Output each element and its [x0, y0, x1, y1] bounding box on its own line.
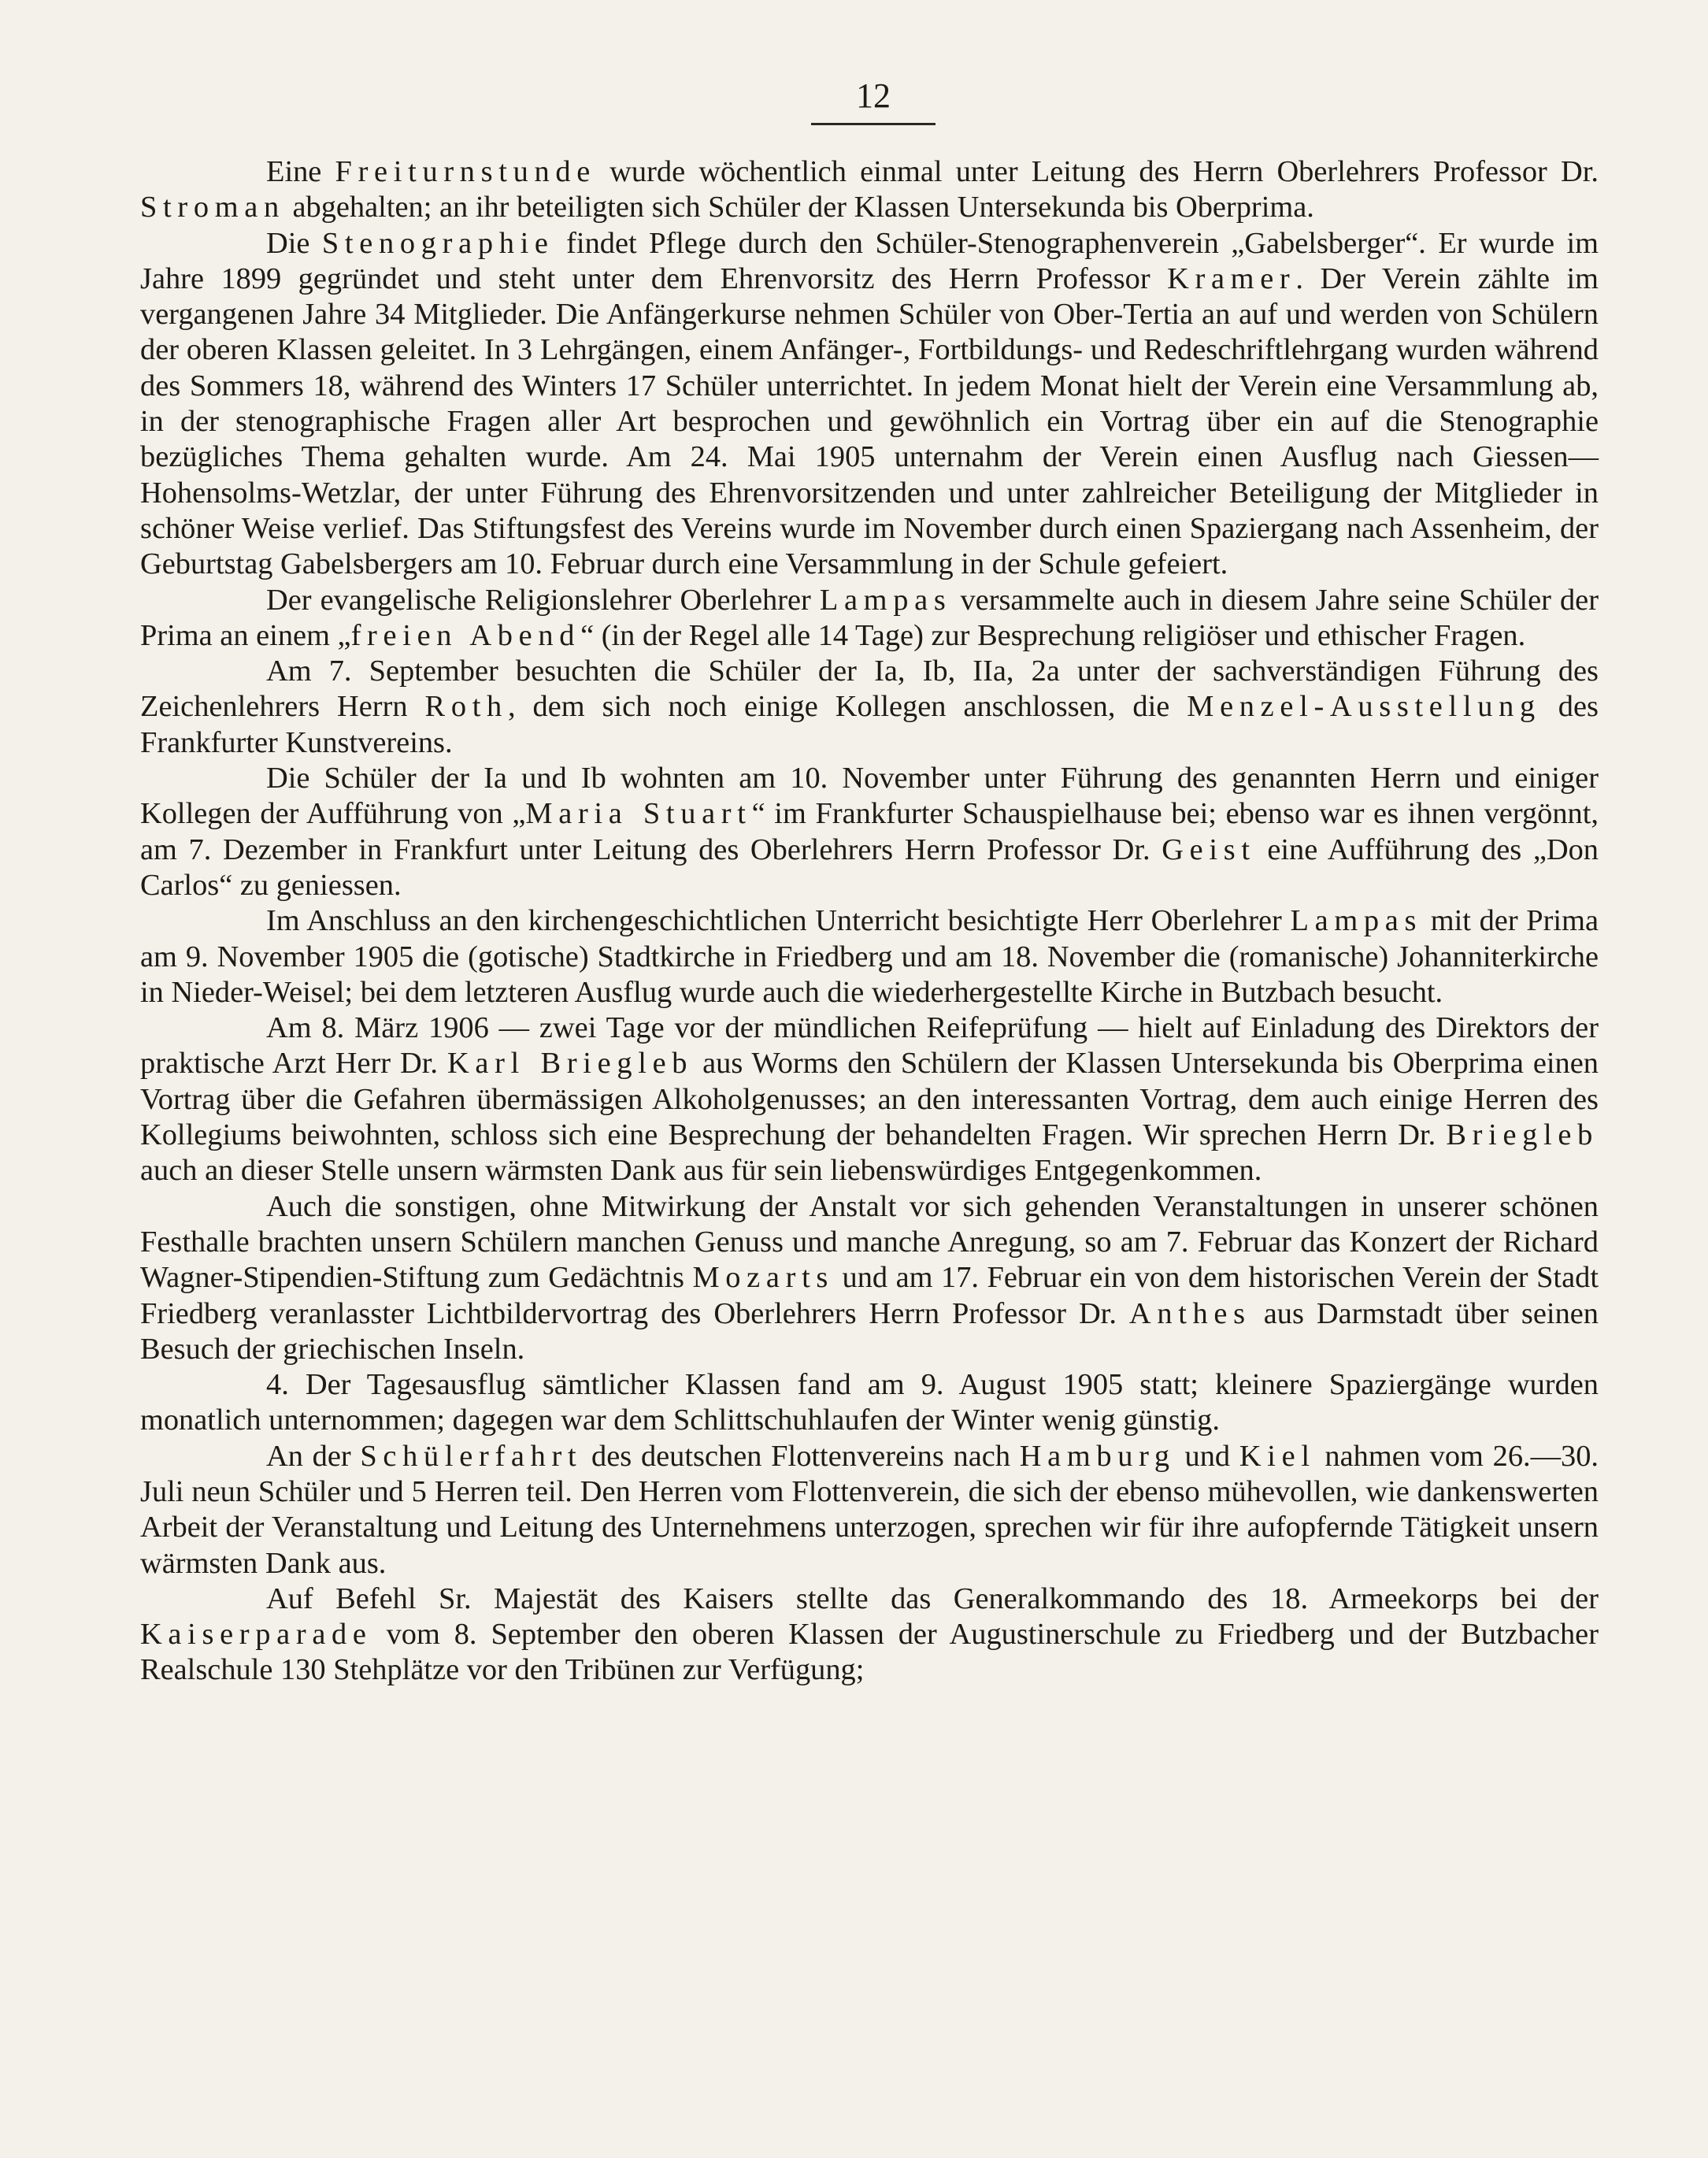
text-run: und [1175, 1439, 1239, 1473]
spaced-emphasis: Lampas [819, 583, 952, 617]
spaced-emphasis: Geist [1162, 832, 1256, 866]
text-run: “ (in der Regel alle 14 Tage) zur Besprechung religiöser und ethischer Fragen. [580, 618, 1526, 652]
body-text [140, 154, 1599, 1689]
paragraph [140, 226, 1599, 583]
text-run: An der [266, 1439, 361, 1473]
spaced-emphasis: Stenographie [321, 226, 554, 260]
text-run: des Frankfurter Kunstvereins. [140, 690, 1599, 759]
text-run: des deutschen Flottenvereins nach [582, 1439, 1020, 1473]
spaced-emphasis: Freiturnstunde [335, 155, 596, 188]
spaced-emphasis: Lampas [1290, 904, 1423, 938]
spaced-emphasis: Schülerfahrt [360, 1439, 583, 1473]
spaced-emphasis: Karl Briegleb [446, 1047, 694, 1081]
paragraph [140, 761, 1599, 903]
spaced-emphasis: Hamburg [1019, 1439, 1176, 1473]
text-run: und am 17. Februar ein von dem historischen Verein der Stadt Friedberg veranlasster Lichtbildervortrag des Oberlehrers Herrn Professor Dr. [140, 1261, 1599, 1330]
text-run: findet Pflege durch den Schüler-Stenographenverein „Gabelsberger“. Er wurde im Jahre 1899 gegründet und steht unter dem Ehrenvorsitz des Herrn Professor [140, 226, 1599, 295]
text-run: abgehalten; an ihr beteiligten sich Schüler der Klassen Untersekunda bis Oberprima. [284, 191, 1314, 224]
spaced-emphasis: Stroman [140, 191, 285, 224]
text-run: Die Schüler der Ia und Ib wohnten am 10. November unter Führung des genannten Herrn und einiger Kollegen der Aufführung von „ [140, 762, 1599, 831]
text-run: Am 8. März 1906 — zwei Tage vor der mündlichen Reifeprüfung — hielt auf Einladung des Direktors der praktische Arzt Herr Dr. [140, 1011, 1599, 1081]
text-run: auch an dieser Stelle unsern wärmsten Dank aus für sein liebenswürdiges Entgegenkommen. [140, 1154, 1262, 1188]
page-number: 12 [811, 72, 936, 125]
text-run: versammelte auch in diesem Jahre seine Schüler der Prima an einem „ [140, 583, 1599, 652]
spaced-emphasis: Menzel-Ausstellung [1187, 690, 1541, 724]
paragraph [140, 1010, 1599, 1188]
paragraph [140, 654, 1599, 761]
spaced-emphasis: freien Abend [350, 618, 581, 652]
text-run: . Der Verein zählte im vergangenen Jahre 34 Mitglieder. Die Anfängerkurse nehmen Schüler von Ober-Tertia an auf und werden von Schülern der oberen Klassen geleitet. In 3 Lehrgängen, einem Anfänger-, Fortbildungs- und Redeschriftlehrgang wurden während des Sommers 18, während des Winters 17 Schüler unterrichtet. In jedem Monat hielt der Verein eine Versammlung ab, in der stenographische Fragen aller Art besprochen und gewöhnlich ein Vortrag über ein auf die Stenographie bezügliches Thema gehalten wurde. Am 24. Mai 1905 unternahm der Verein einen Ausflug nach Giessen—Hohensolms-Wetzlar, der unter Führung des Ehrenvorsitzenden und unter zahlreicher Beteiligung der Mitglieder in schöner Weise verlief. Das Stiftungsfest des Vereins wurde im November durch einen Spaziergang nach Assenheim, der Geburtstag Gabelsbergers am 10. Februar durch eine Versammlung in der Schule gefeiert. [140, 261, 1599, 581]
text-run: eine Aufführung des „Don Carlos“ zu geniessen. [140, 832, 1599, 902]
text-run: wurde wöchentlich einmal unter Leitung des Herrn Oberlehrers Professor Dr. [595, 155, 1599, 188]
text-run: Die [266, 226, 322, 260]
text-run: “ im Frankfurter Schauspielhause bei; ebenso war es ihnen vergönnt, am 7. Dezember in Frankfurt unter Leitung des Oberlehrers Herrn Professor Dr. [140, 797, 1599, 866]
text-run: Auf Befehl Sr. Majestät des Kaisers stellte das Generalkommando des 18. Armeekorps bei der [266, 1581, 1599, 1615]
text-run: Am 7. September besuchten die Schüler der Ia, Ib, IIa, 2a unter der sachverständigen Führung des Zeichenlehrers Herrn [140, 654, 1599, 724]
spaced-emphasis: Kiel [1239, 1439, 1316, 1473]
text-run: 4. Der Tagesausflug sämtlicher Klassen fand am 9. August 1905 statt; kleinere Spaziergänge wurden monatlich unternommen; dagegen war dem Schlittschuhlaufen der Winter wenig günstig. [140, 1368, 1599, 1437]
text-run: mit der Prima am 9. November 1905 die (gotische) Stadtkirche in Friedberg und am 18. November die (romanische) Johanniterkirche in Nieder-Weisel; bei dem letzteren Ausflug wurde auch die wiederhergestellte Kirche in Butzbach besucht. [140, 904, 1599, 1009]
text-run: aus Darmstadt über seinen Besuch der griechischen Inseln. [140, 1296, 1599, 1366]
spaced-emphasis: Mozarts [692, 1261, 835, 1295]
paragraph [140, 1581, 1599, 1689]
spaced-emphasis: Kaiserparade [140, 1618, 372, 1652]
paragraph [140, 583, 1599, 654]
paragraph [140, 1189, 1599, 1367]
text-run: Eine [266, 155, 335, 188]
paragraph [140, 903, 1599, 1010]
text-run: aus Worms den Schülern der Klassen Untersekunda bis Oberprima einen Vortrag über die Gefahren übermässigen Alkoholgenusses; an den interessanten Vortrag, dem auch einige Herren des Kollegiums beiwohnten, schloss sich eine Besprechung der behandelten Fragen. Wir sprechen Herrn Dr. [140, 1047, 1599, 1152]
paragraph [140, 154, 1599, 226]
text-run: , dem sich noch einige Kollegen anschlossen, die [507, 690, 1187, 724]
text-run: vom 8. September den oberen Klassen der Augustinerschule zu Friedberg und der Butzbacher Realschule 130 Stehplätze vor den Tribünen zur Verfügung; [140, 1618, 1599, 1687]
text-run: Auch die sonstigen, ohne Mitwirkung der Anstalt vor sich gehenden Veranstaltungen in unserer schönen Festhalle brachten unsern Schülern manchen Genuss und manche Anregung, so am 7. Februar das Konzert der Richard Wagner-Stipendien-Stiftung zum Gedächtnis [140, 1189, 1599, 1295]
spaced-emphasis: Briegleb [1446, 1118, 1599, 1152]
paragraph [140, 1367, 1599, 1439]
spaced-emphasis: Roth [424, 690, 508, 724]
text-run: nahmen vom 26.—30. Juli neun Schüler und 5 Herren teil. Den Herren vom Flottenverein, die sich der ebenso mühevollen, wie dankenswerten Arbeit der Veranstaltung und Leitung des Unternehmens unterzogen, sprechen wir für ihre aufopfernde Tätigkeit unsern wärmsten Dank aus. [140, 1439, 1599, 1580]
spaced-emphasis: Anthes [1128, 1296, 1251, 1330]
text-run: Der evangelische Religionslehrer Oberlehrer [266, 583, 820, 617]
paragraph [140, 1439, 1599, 1581]
spaced-emphasis: Kramer [1167, 261, 1296, 295]
text-run: Im Anschluss an den kirchengeschichtlichen Unterricht besichtigte Herr Oberlehrer [266, 904, 1291, 938]
spaced-emphasis: Maria Stuart [525, 797, 752, 831]
